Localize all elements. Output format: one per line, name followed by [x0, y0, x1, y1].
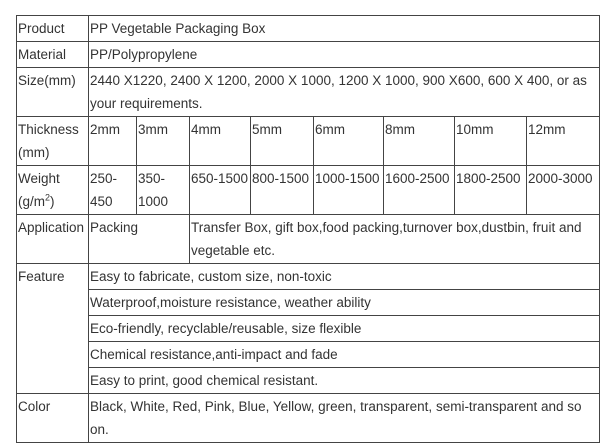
row-weight	[17, 166, 600, 215]
row-material	[17, 42, 600, 68]
row-feature	[17, 368, 600, 394]
weight-cell: 2000-3000	[527, 166, 600, 215]
thickness-cell: 3mm	[137, 117, 190, 166]
spec-table	[16, 15, 600, 443]
color-value: Black, White, Red, Pink, Blue, Yellow, green, transparent, semi-transparent and so on.	[89, 394, 600, 443]
row-feature	[17, 264, 600, 290]
thickness-cell: 4mm	[190, 117, 251, 166]
row-thickness	[17, 117, 600, 166]
thickness-cell: 8mm	[384, 117, 455, 166]
feature-item: Easy to print, good chemical resistant.	[89, 368, 600, 394]
thickness-cell: 2mm	[89, 117, 137, 166]
thickness-cell: 6mm	[314, 117, 384, 166]
weight-label-main: Weight (g/m	[18, 171, 60, 209]
weight-cell: 1600-2500	[384, 166, 455, 215]
product-value: PP Vegetable Packaging Box	[89, 16, 600, 42]
weight-label	[17, 166, 89, 215]
application-packing: Packing	[89, 215, 190, 264]
size-value: 2440 X1220, 2400 X 1200, 2000 X 1000, 1200 X 1000, 900 X600, 600 X 400, or as your requirements.	[89, 68, 600, 117]
weight-cell: 250-450	[89, 166, 137, 215]
feature-item: Chemical resistance,anti-impact and fade	[89, 342, 600, 368]
feature-item: Waterproof,moisture resistance, weather ability	[89, 290, 600, 316]
row-product	[17, 16, 600, 42]
application-value: Transfer Box, gift box,food packing,turnover box,dustbin, fruit and vegetable etc.	[190, 215, 600, 264]
application-label: Application	[17, 215, 89, 264]
row-feature	[17, 290, 600, 316]
weight-cell: 650-1500	[190, 166, 251, 215]
product-label: Product	[17, 16, 89, 42]
feature-label: Feature	[17, 264, 89, 394]
thickness-cell: 12mm	[527, 117, 600, 166]
weight-label-end: )	[50, 194, 55, 209]
feature-item: Eco-friendly, recyclable/reusable, size flexible	[89, 316, 600, 342]
row-feature	[17, 342, 600, 368]
thickness-cell: 5mm	[251, 117, 314, 166]
weight-cell: 350-1000	[137, 166, 190, 215]
weight-cell: 1000-1500	[314, 166, 384, 215]
row-application	[17, 215, 600, 264]
color-label: Color	[17, 394, 89, 443]
row-feature	[17, 316, 600, 342]
row-color	[17, 394, 600, 443]
material-label: Material	[17, 42, 89, 68]
weight-cell: 1800-2500	[455, 166, 527, 215]
thickness-label: Thickness (mm)	[17, 117, 89, 166]
row-size	[17, 68, 600, 117]
feature-item: Easy to fabricate, custom size, non-toxic	[89, 264, 600, 290]
weight-label-sup: 2	[45, 192, 51, 203]
thickness-cell: 10mm	[455, 117, 527, 166]
weight-cell: 800-1500	[251, 166, 314, 215]
size-label: Size(mm)	[17, 68, 89, 117]
material-value: PP/Polypropylene	[89, 42, 600, 68]
